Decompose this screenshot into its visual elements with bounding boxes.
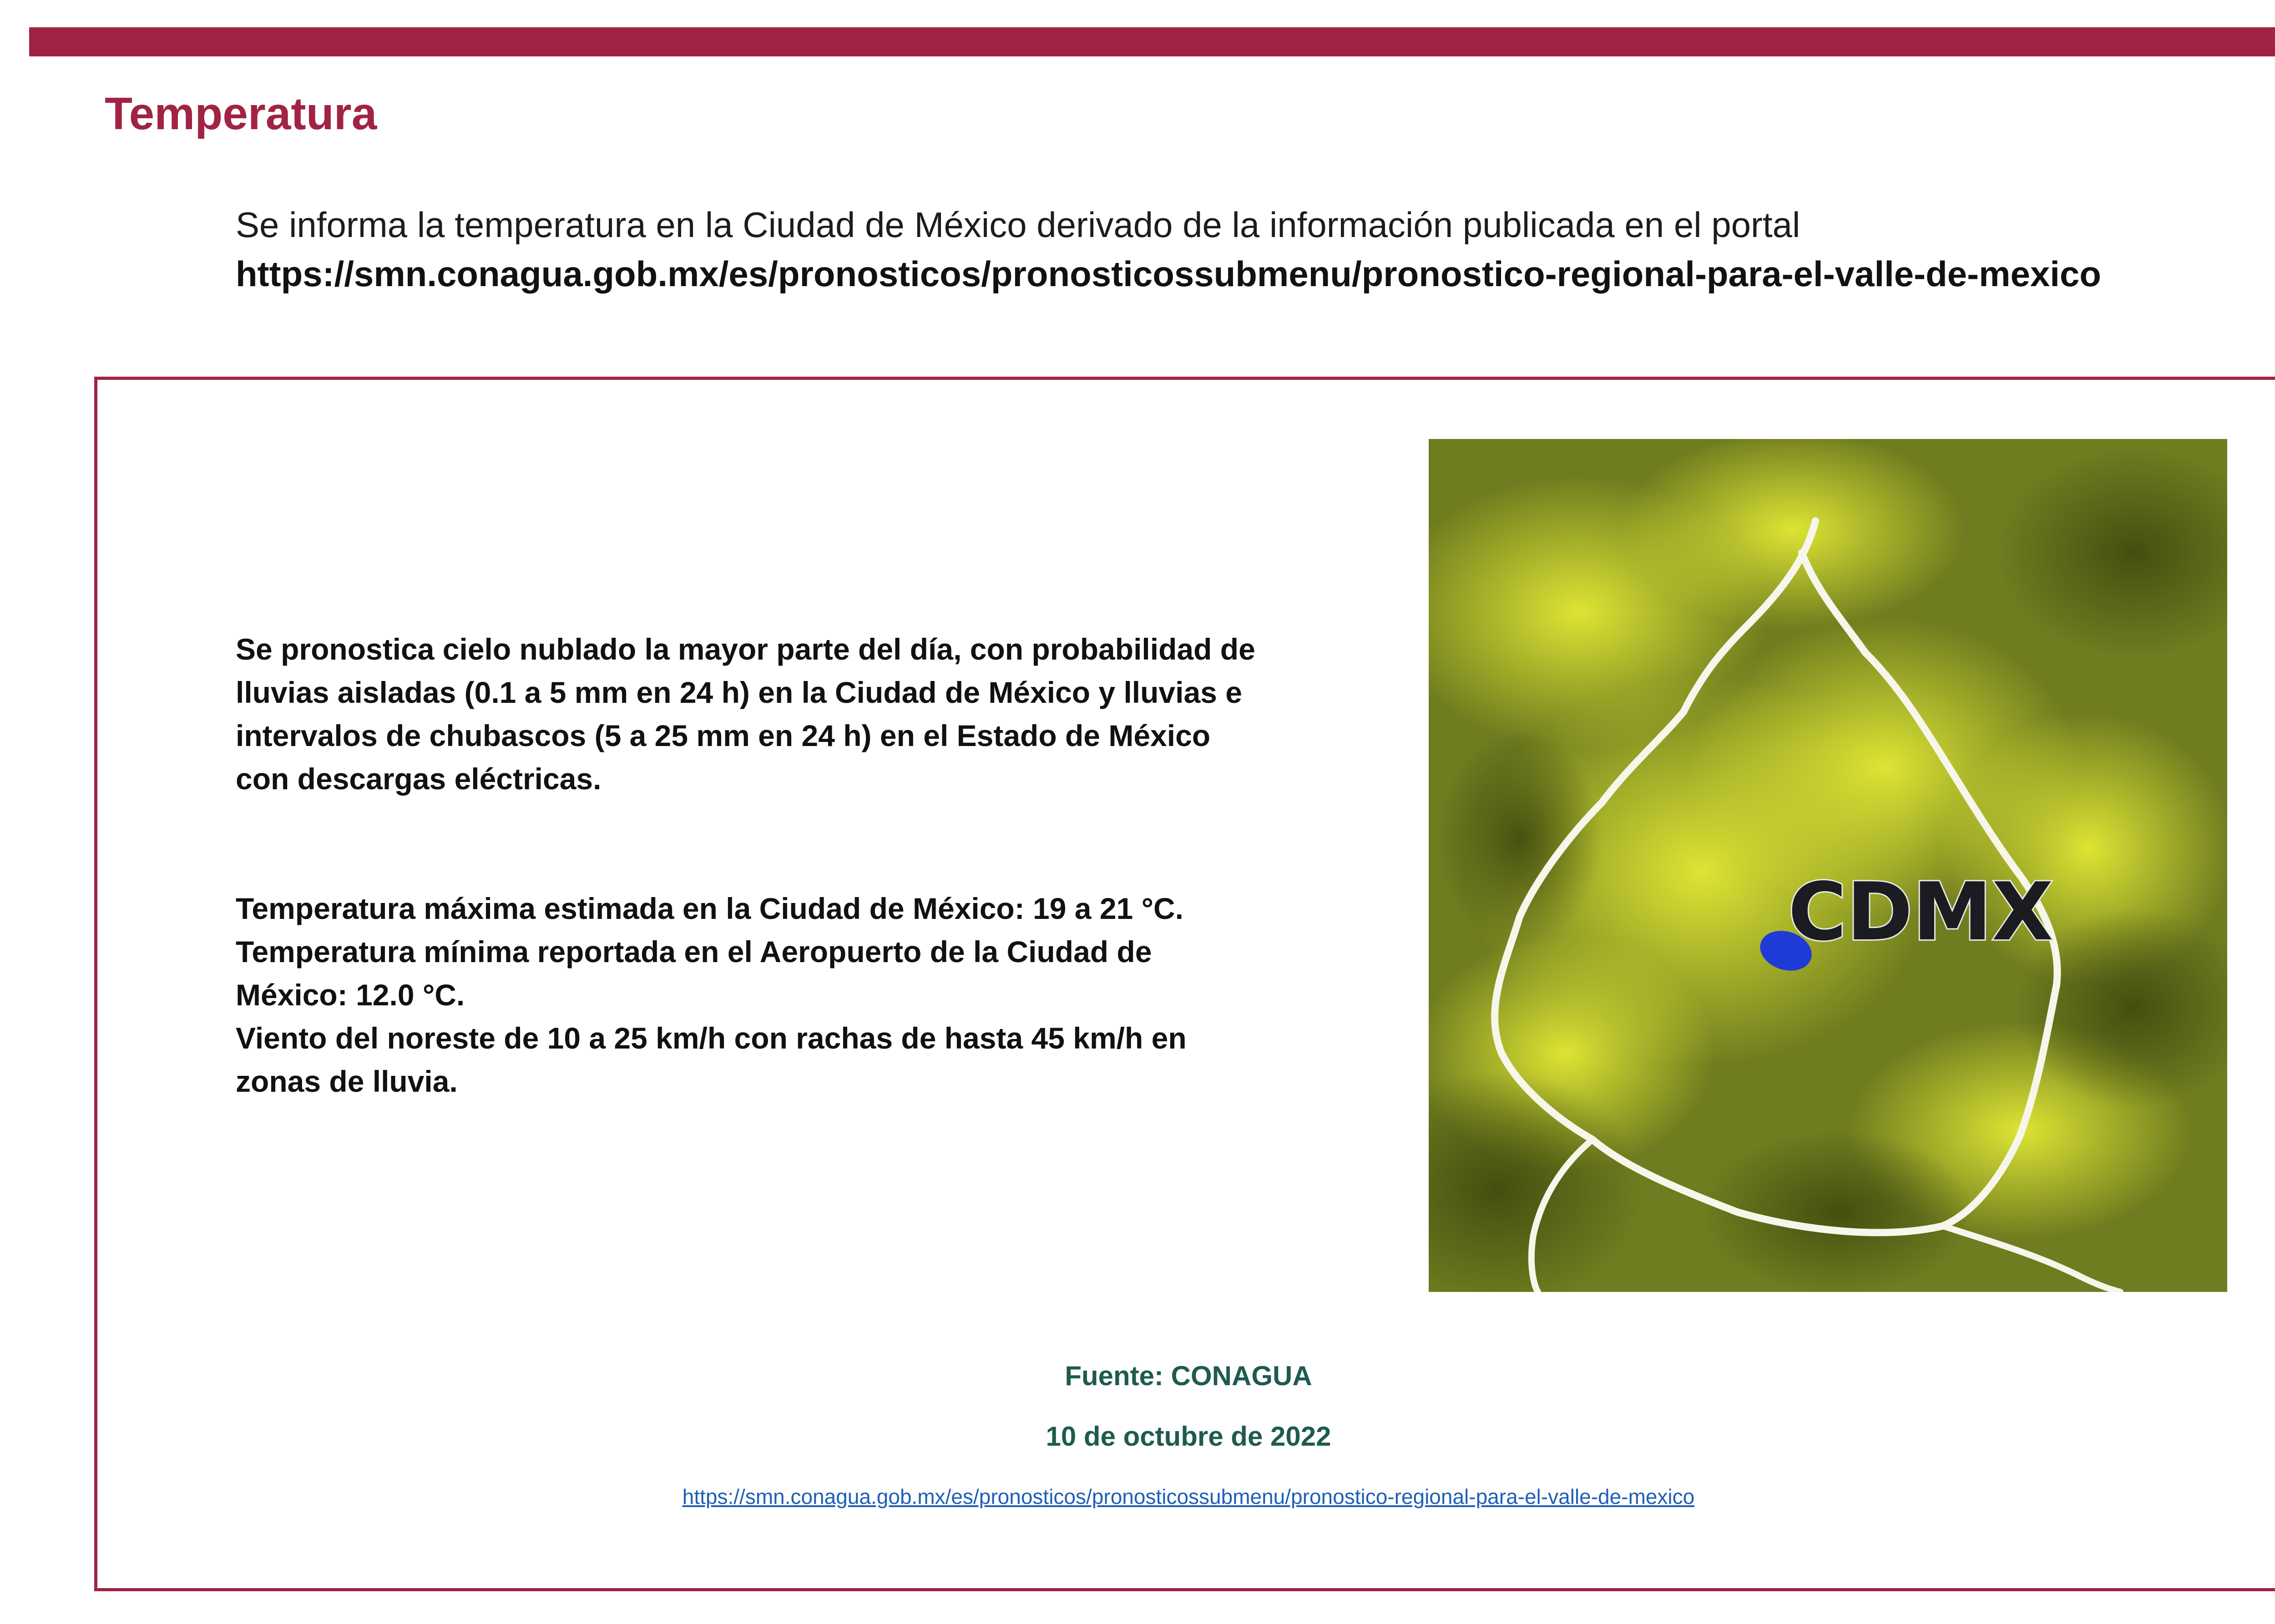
source-label: Fuente: CONAGUA <box>1065 1361 1312 1391</box>
satellite-map-image <box>1429 439 2227 1292</box>
intro-block <box>236 200 2275 298</box>
forecast-summary: Se pronostica cielo nublado la mayor parte del día, con probabilidad de lluvias aisladas (0.1 a 5 mm en 24 h) en la Ciudad de México y lluvias e intervalos de chubascos (5 a 25 mm en 24 h) en el Estado de México con descargas eléctricas. <box>236 632 1255 796</box>
forecast-text <box>236 628 1264 1103</box>
max-temperature: Temperatura máxima estimada en la Ciudad de México: 19 a 21 °C. <box>236 892 1183 925</box>
min-temperature: Temperatura mínima reportada en el Aeropuerto de la Ciudad de México: 12.0 °C. <box>236 935 1152 1012</box>
source-date: 10 de octubre de 2022 <box>1046 1421 1331 1452</box>
map-label: CDMX <box>1788 866 2053 958</box>
satellite-map <box>1429 439 2227 1292</box>
header-bar <box>29 27 2275 56</box>
section-title: Temperatura <box>105 88 377 139</box>
wind-info: Viento del noreste de 10 a 25 km/h con rachas de hasta 45 km/h en zonas de lluvia. <box>236 1021 1187 1098</box>
intro-text: Se informa la temperatura en la Ciudad de México derivado de la información publicada en el portal <box>236 205 1800 245</box>
paragraph-spacer <box>236 801 1264 887</box>
intro-url[interactable]: https://smn.conagua.gob.mx/es/pronosticos/pronosticossubmenu/pronostico-regional-para-el-valle-de-mexico <box>236 254 2101 294</box>
source-link[interactable]: https://smn.conagua.gob.mx/es/pronosticos/pronosticossubmenu/pronostico-regional-para-el-valle-de-mexico <box>682 1485 1695 1508</box>
